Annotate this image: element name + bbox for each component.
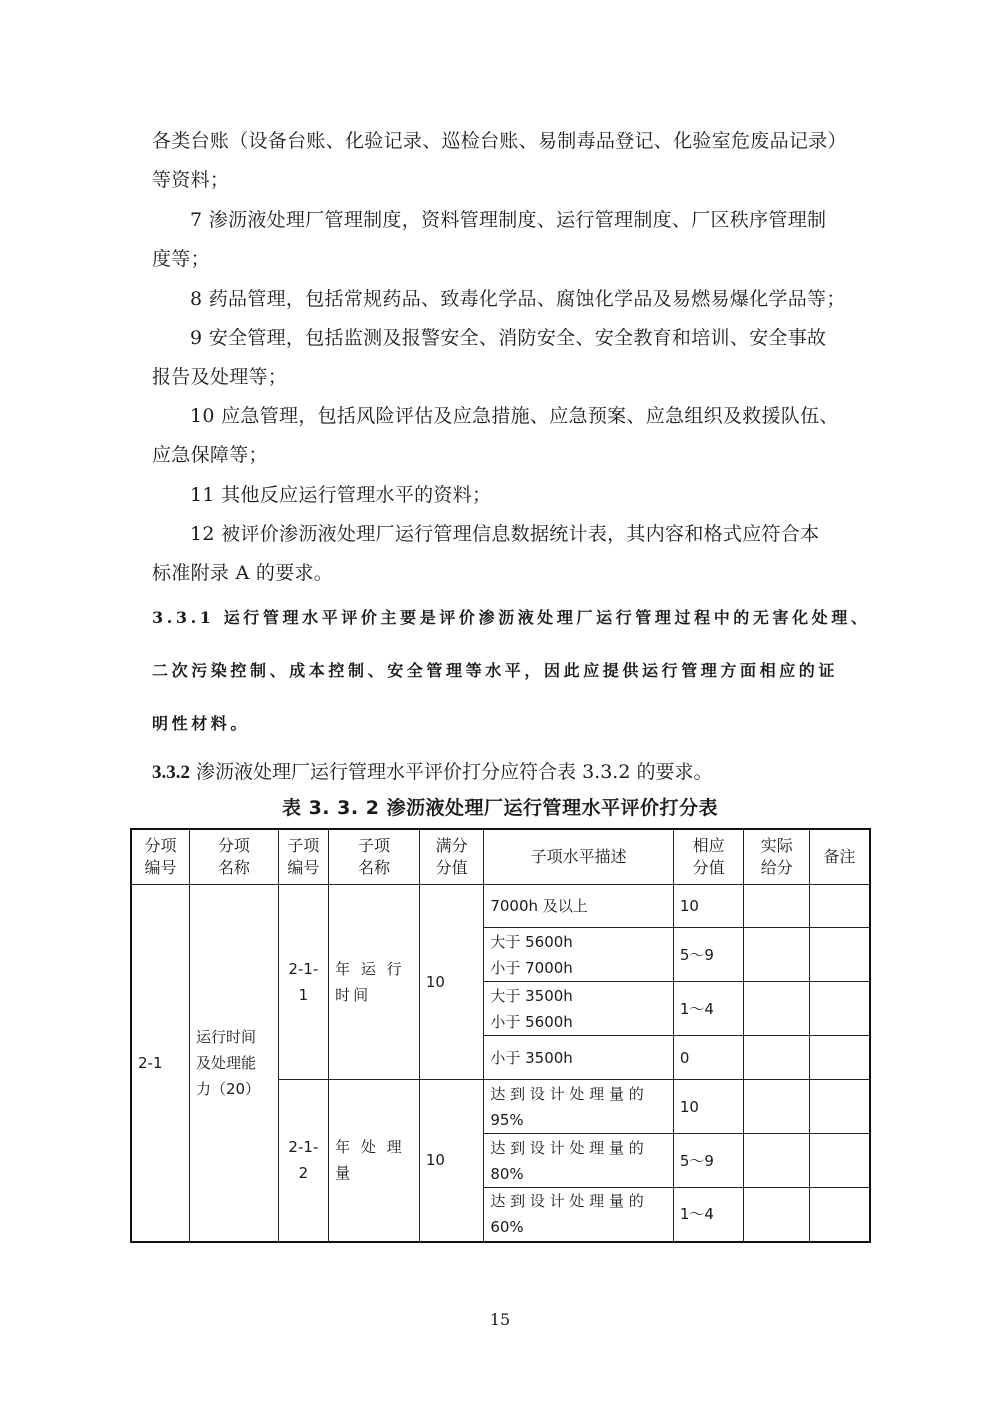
body-line: 应急保障等； (152, 444, 268, 466)
table-header-row (131, 829, 870, 885)
header-description: 子项水平描述 (484, 829, 674, 885)
table-row (131, 885, 870, 928)
actual-score-cell[interactable] (744, 982, 810, 1036)
full-score-cell: 10 (419, 1080, 484, 1242)
body-line: 12 被评价渗沥液处理厂运行管理信息数据统计表，其内容和格式应符合本 (190, 523, 820, 545)
body-line: 报告及处理等； (152, 366, 288, 388)
score-cell: 5～9 (673, 928, 744, 982)
subitem-name-cell: 年 处 理 量 (329, 1080, 420, 1242)
item-name-cell: 运行时间 及处理能 力（20） (189, 885, 278, 1242)
header-subitem-name: 子项 名称 (329, 829, 420, 885)
body-line: 各类台账（设备台账、化验记录、巡检台账、易制毒品登记、化验室危废品记录） (152, 130, 847, 152)
section-3-3-2 (152, 759, 712, 786)
header-item-name: 分项 名称 (189, 829, 278, 885)
description-cell: 7000h 及以上 (484, 885, 674, 928)
score-cell: 5～9 (673, 1134, 744, 1188)
item-no-cell: 2-1 (131, 885, 189, 1242)
body-line: 7 渗沥液处理厂管理制度，资料管理制度、运行管理制度、厂区秩序管理制 (190, 209, 827, 231)
header-remarks: 备注 (809, 829, 870, 885)
remarks-cell[interactable] (809, 982, 870, 1036)
body-line: 度等； (152, 248, 210, 270)
actual-score-cell[interactable] (744, 885, 810, 928)
subitem-name-cell: 年 运 行 时间 (329, 885, 420, 1080)
body-line: 9 安全管理，包括监测及报警安全、消防安全、安全教育和培训、安全事故 (190, 327, 827, 349)
header-score: 相应 分值 (673, 829, 744, 885)
body-line: 10 应急管理，包括风险评估及应急措施、应急预案、应急组织及救援队伍、 (190, 405, 839, 427)
header-full-score: 满分 分值 (419, 829, 484, 885)
body-line: 11 其他反应运行管理水平的资料； (190, 484, 492, 506)
remarks-cell[interactable] (809, 1134, 870, 1188)
scoring-table (130, 828, 871, 1243)
body-line: 8 药品管理，包括常规药品、致毒化学品、腐蚀化学品及易燃易爆化学品等； (190, 288, 846, 310)
actual-score-cell[interactable] (744, 1134, 810, 1188)
remarks-cell[interactable] (809, 928, 870, 982)
score-cell: 10 (673, 1080, 744, 1134)
remarks-cell[interactable] (809, 1080, 870, 1134)
score-cell: 0 (673, 1036, 744, 1080)
header-item-no: 分项 编号 (131, 829, 189, 885)
score-cell: 10 (673, 885, 744, 928)
subitem-no-cell: 2-1-1 (278, 885, 328, 1080)
remarks-cell[interactable] (809, 885, 870, 928)
header-actual-score: 实际 给分 (744, 829, 810, 885)
body-line: 等资料； (152, 169, 230, 191)
actual-score-cell[interactable] (744, 1188, 810, 1242)
description-cell: 达 到 设 计 处 理 量 的 60% (484, 1188, 674, 1242)
table-caption: 表 3. 3. 2 渗沥液处理厂运行管理水平评价打分表 (281, 797, 719, 819)
subitem-no-cell: 2-1-2 (278, 1080, 328, 1242)
description-cell: 达 到 设 计 处 理 量 的 95% (484, 1080, 674, 1134)
full-score-cell: 10 (419, 885, 484, 1080)
actual-score-cell[interactable] (744, 1080, 810, 1134)
section-text: 渗沥液处理厂运行管理水平评价打分应符合表 3.3.2 的要求。 (190, 761, 713, 783)
description-cell: 大于 3500h 小于 5600h (484, 982, 674, 1036)
section-3-3-1-line: 二次污染控制、成本控制、安全管理等水平，因此应提供运行管理方面相应的证 (152, 661, 839, 680)
actual-score-cell[interactable] (744, 1036, 810, 1080)
section-3-3-1-line: 明性材料。 (152, 714, 251, 733)
remarks-cell[interactable] (809, 1036, 870, 1080)
description-cell: 大于 5600h 小于 7000h (484, 928, 674, 982)
description-cell: 达 到 设 计 处 理 量 的 80% (484, 1134, 674, 1188)
body-line: 标准附录 A 的要求。 (152, 562, 334, 584)
page-number: 15 (489, 1310, 511, 1329)
score-cell: 1～4 (673, 982, 744, 1036)
section-number: 3.3.2 (152, 762, 190, 783)
score-cell: 1～4 (673, 1188, 744, 1242)
actual-score-cell[interactable] (744, 928, 810, 982)
section-3-3-1-line: 3.3.1 运行管理水平评价主要是评价渗沥液处理厂运行管理过程中的无害化处理、 (152, 608, 871, 627)
header-subitem-no: 子项 编号 (278, 829, 328, 885)
description-cell: 小于 3500h (484, 1036, 674, 1080)
remarks-cell[interactable] (809, 1188, 870, 1242)
